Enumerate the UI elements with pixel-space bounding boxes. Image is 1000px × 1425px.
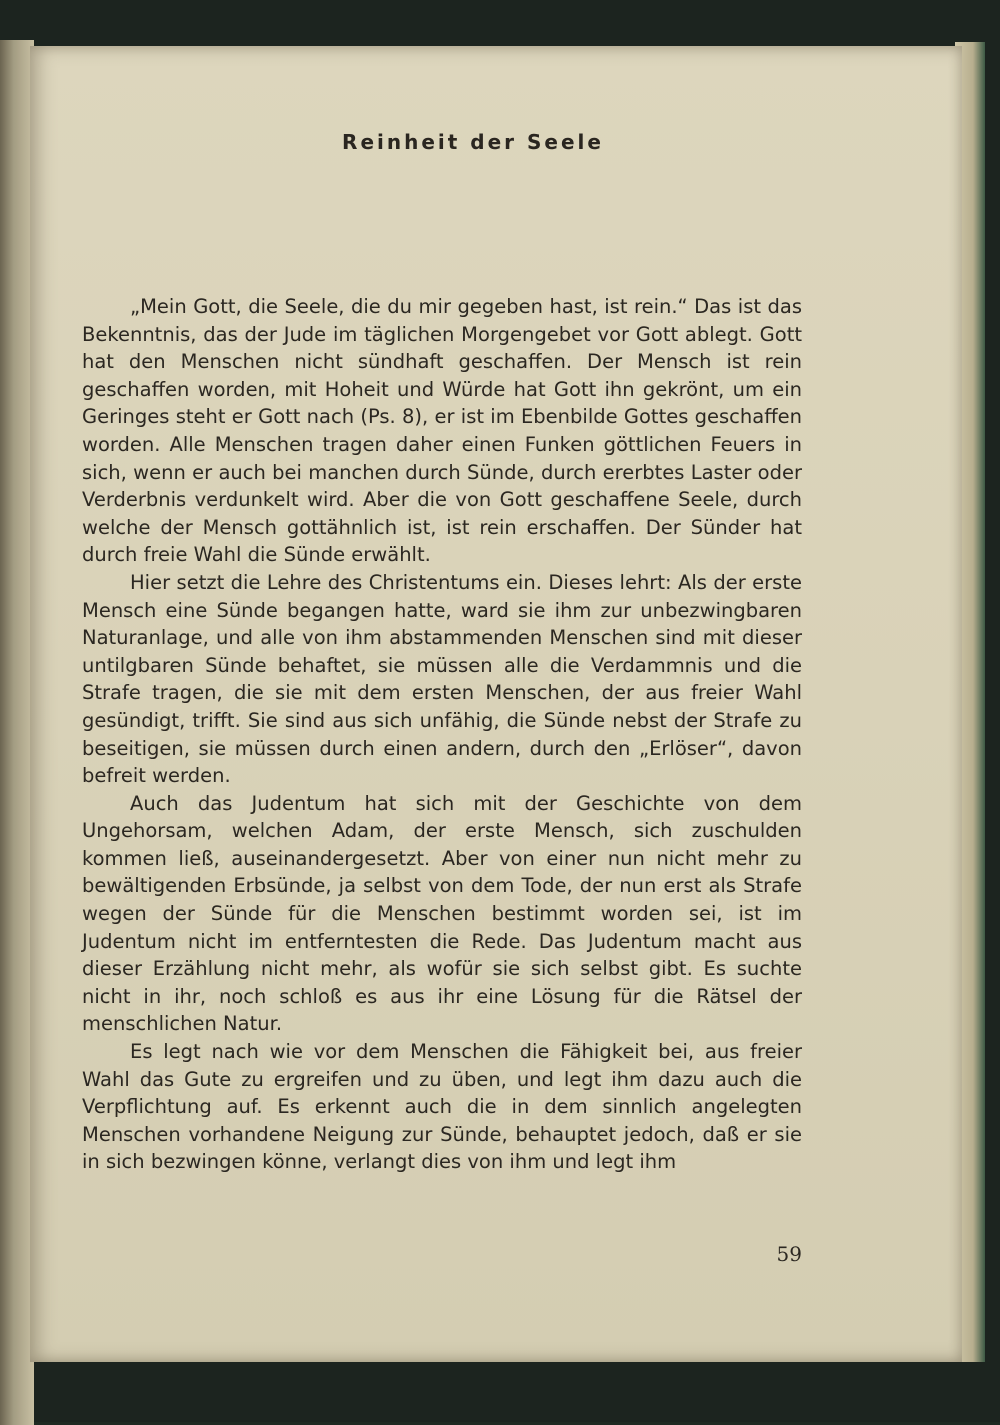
page-title: Reinheit der Seele: [342, 130, 604, 154]
book-page: [30, 46, 962, 1362]
paragraph-1: „Mein Gott, die Seele, die du mir gegeben hast, ist rein.“ Das ist das Bekenntnis, das der Jude im täglichen Morgengebet vor Gott ablegt. Gott hat den Menschen nicht sündhaft geschaffen. Der Mensch ist rein geschaffen worden, mit Hoheit und Würde hat Gott ihn gekrönt, um ein Geringes steht er Gott nach (Ps. 8), er ist im Ebenbilde Gottes geschaffen worden. Alle Menschen tragen daher einen Funken göttlichen Feuers in sich, wenn er auch bei manchen durch Sünde, durch ererbtes Laster oder Verderbnis verdunkelt wird. Aber die von Gott geschaffene Seele, durch welche der Mensch gottähnlich ist, ist rein erschaffen. Der Sünder hat durch freie Wahl die Sünde erwählt.: [82, 295, 802, 567]
book-spine-edge: [0, 40, 34, 1425]
paragraph-4: Es legt nach wie vor dem Menschen die Fähigkeit bei, aus freier Wahl das Gute zu ergreifen und zu üben, und legt ihm dazu auch die Verpflichtung auf. Es erkennt auch die in dem sinnlich angelegten Menschen vorhandene Neigung zur Sünde, behauptet jedoch, daß er sie in sich bezwingen könne, verlangt dies von ihm und legt ihm: [82, 1040, 802, 1174]
paragraph-2: Hier setzt die Lehre des Christentums ein. Dieses lehrt: Als der erste Mensch eine Sünde begangen hatte, ward sie ihm zur unbezwingbaren Naturanlage, und alle von ihm abstammenden Menschen sind mit dieser untilgbaren Sünde behaftet, sie müssen alle die Verdammnis und die Strafe tragen, die sie mit dem ersten Menschen, der aus freier Wahl gesündigt, trifft. Sie sind aus sich unfähig, die Sünde nebst der Strafe zu beseitigen, sie müssen durch einen andern, durch den „Erlöser“, davon befreit werden.: [82, 570, 802, 788]
paragraph-3: Auch das Judentum hat sich mit der Geschichte von dem Ungehorsam, welchen Adam, der erste Mensch, sich zuschulden kommen ließ, auseinandergesetzt. Aber von einer nun nicht mehr zu bewältigenden Erbsünde, ja selbst von dem Tode, der nun erst als Strafe wegen der Sünde für die Menschen bestimmt worden sei, ist im Judentum nicht im entferntesten die Rede. Das Judentum macht aus dieser Erzählung nicht mehr, als wofür sie sich selbst gibt. Es suchte nicht in ihr, noch schloß es aus ihr eine Lösung für die Rätsel der menschlichen Natur.: [82, 791, 802, 1036]
body-text: [82, 293, 802, 1176]
page-number: 59: [776, 1242, 802, 1266]
